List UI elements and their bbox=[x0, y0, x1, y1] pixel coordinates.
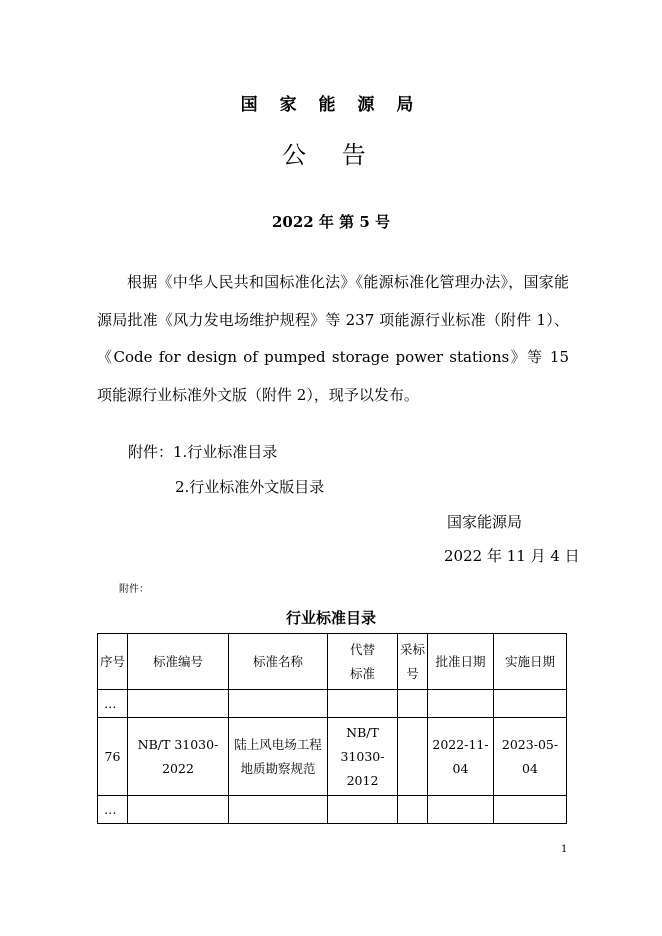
table-row bbox=[98, 718, 567, 796]
header-replaces-line-2: 标准 bbox=[349, 665, 375, 681]
row-adopted bbox=[398, 718, 428, 796]
issuing-organization: 国 家 能 源 局 bbox=[240, 95, 422, 115]
header-code: 标准编号 bbox=[128, 634, 229, 690]
header-index: 序号 bbox=[98, 634, 128, 690]
table-row-ellipsis-bottom bbox=[98, 796, 567, 824]
standards-table-title: 行业标准目录 bbox=[285, 609, 376, 627]
standards-table bbox=[97, 633, 567, 824]
header-adopted bbox=[398, 634, 428, 690]
row-replaces-line-1: NB/T bbox=[346, 724, 379, 740]
document-type-title: 公 告 bbox=[282, 141, 380, 169]
attachment-item-1: 附件：1.行业标准目录 bbox=[128, 443, 278, 461]
appendix-label: 附件： bbox=[119, 584, 149, 595]
header-name: 标准名称 bbox=[229, 634, 328, 690]
signature-organization: 国家能源局 bbox=[447, 513, 523, 531]
header-replaces-line-1: 代替 bbox=[349, 641, 375, 657]
notice-number: 2022 年 第 5 号 bbox=[271, 213, 391, 231]
row-replaces bbox=[328, 718, 398, 796]
page-number: 1 bbox=[561, 844, 568, 855]
signature-date: 2022 年 11 月 4 日 bbox=[444, 547, 580, 565]
row-standard-name bbox=[229, 718, 328, 796]
row-approved-date: 2022-11-04 bbox=[428, 718, 494, 796]
ellipsis-cell: … bbox=[98, 796, 128, 824]
attachment-item-2: 2.行业标准外文版目录 bbox=[175, 478, 325, 496]
header-adopted-line-2: 号 bbox=[406, 665, 419, 681]
row-index: 76 bbox=[98, 718, 128, 796]
table-row-ellipsis-top bbox=[98, 690, 567, 718]
header-effective-date: 实施日期 bbox=[494, 634, 567, 690]
header-adopted-line-1: 采标 bbox=[399, 641, 425, 657]
row-effective-date: 2023-05-04 bbox=[494, 718, 567, 796]
ellipsis-cell: … bbox=[98, 690, 128, 718]
row-name-line-2: 地质勘察规范 bbox=[240, 760, 316, 776]
table-header-row bbox=[98, 634, 567, 690]
row-name-line-1: 陆上风电场工程 bbox=[234, 736, 322, 752]
row-standard-code: NB/T 31030-2022 bbox=[128, 718, 229, 796]
row-replaces-line-2: 31030-2012 bbox=[340, 748, 385, 788]
header-replaces bbox=[328, 634, 398, 690]
header-approved-date: 批准日期 bbox=[428, 634, 494, 690]
notice-body-paragraph: 根据《中华人民共和国标准化法》《能源标准化管理办法》，国家能源局批准《风力发电场维护规程》等 237 项能源行业标准（附件 1）、《Code for design of pumped storage power stations》等 15 项能源行业标准外文版（附件 2），现予以发布。 bbox=[97, 273, 569, 404]
